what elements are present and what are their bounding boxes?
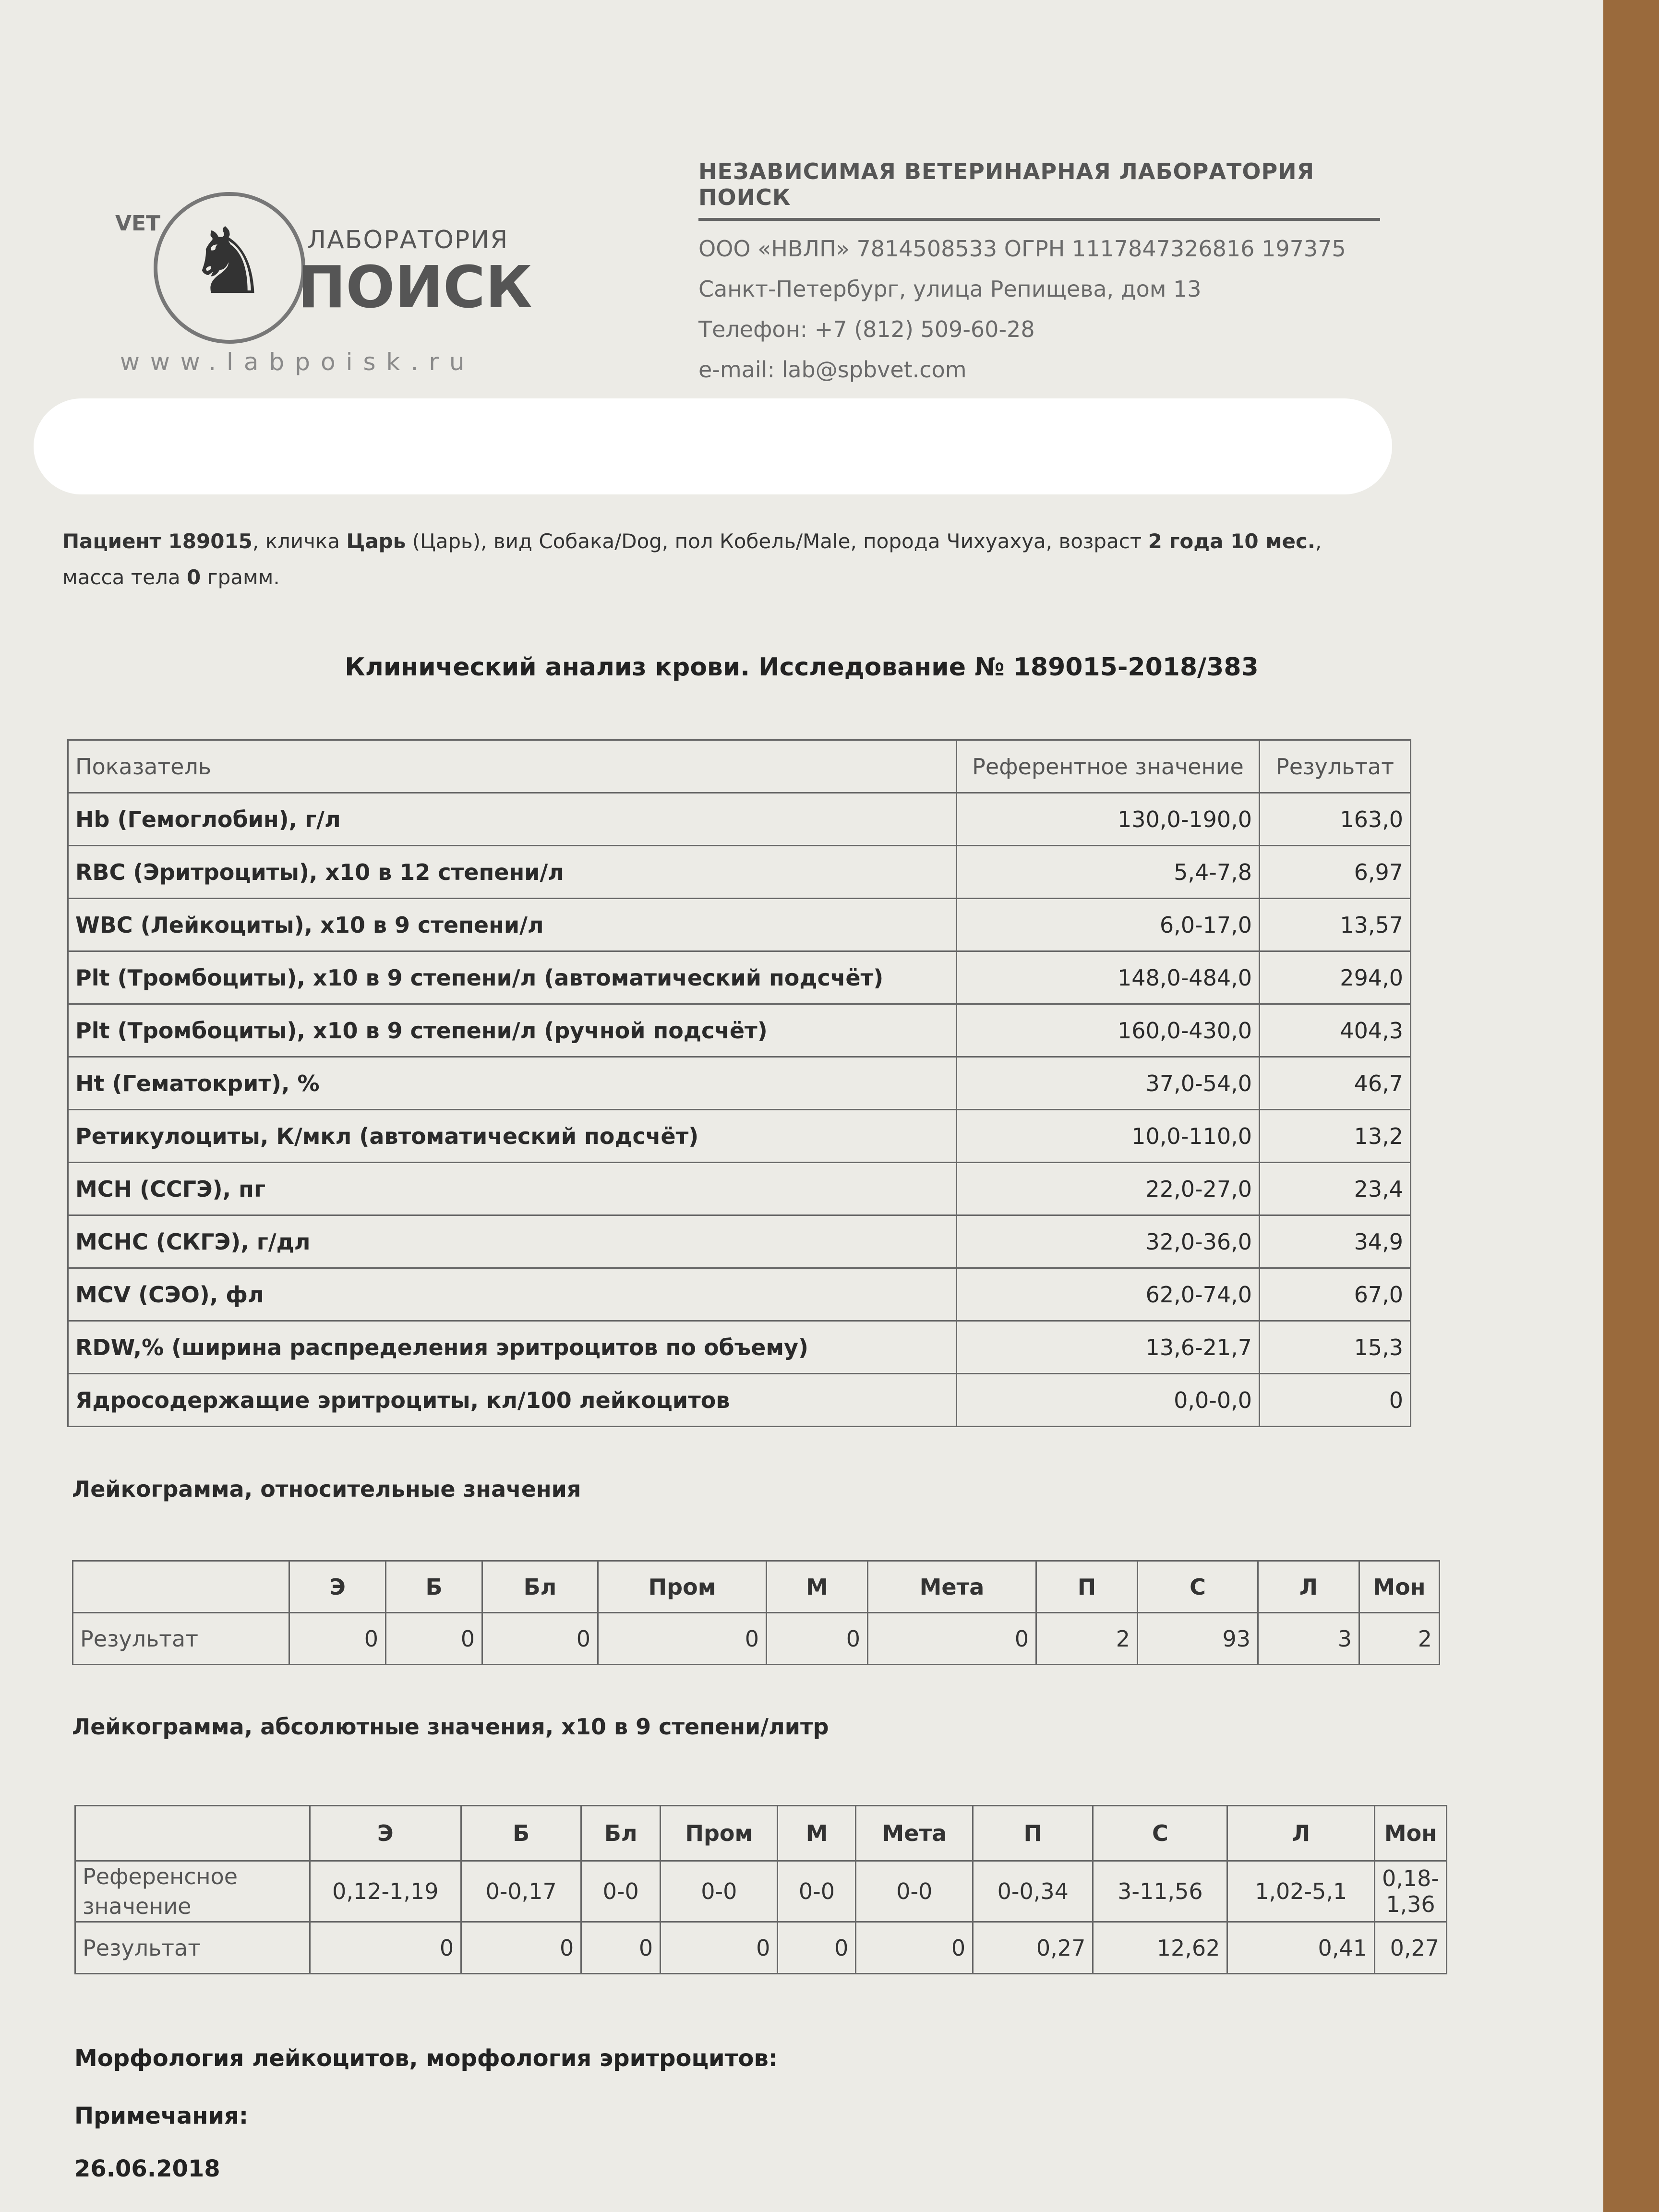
cell-value: 0 bbox=[482, 1613, 598, 1665]
table-row bbox=[68, 1057, 1411, 1110]
cell-value: 0 bbox=[310, 1922, 461, 1974]
row-name: RBC (Эритроциты), х10 в 12 степени/л bbox=[68, 846, 957, 899]
col-header: С bbox=[1093, 1806, 1227, 1861]
logo-laboratory-text: ЛАБОРАТОРИЯ bbox=[307, 226, 509, 254]
cell-value: 0-0,17 bbox=[461, 1861, 581, 1922]
cell-value: 0,27 bbox=[973, 1922, 1093, 1974]
patient-id: Пациент 189015 bbox=[62, 529, 252, 553]
row-ref: 37,0-54,0 bbox=[957, 1057, 1260, 1110]
cell-value: 0,27 bbox=[1374, 1922, 1446, 1974]
col-header: Э bbox=[289, 1561, 386, 1613]
row-res: 163,0 bbox=[1260, 793, 1411, 846]
col-header bbox=[75, 1806, 310, 1861]
col-header: М bbox=[778, 1806, 856, 1861]
cell-value: 0-0 bbox=[856, 1861, 973, 1922]
col-header: Л bbox=[1258, 1561, 1359, 1613]
notes-label: Примечания: bbox=[74, 2103, 249, 2129]
patient-nick: Царь bbox=[346, 529, 406, 553]
row-res: 13,57 bbox=[1260, 899, 1411, 951]
col-header: Бл bbox=[482, 1561, 598, 1613]
row-label: Результат bbox=[73, 1613, 289, 1665]
cell-value: 0,12-1,19 bbox=[310, 1861, 461, 1922]
cell-value: 0 bbox=[598, 1613, 767, 1665]
cell-value: 0 bbox=[778, 1922, 856, 1974]
cell-value: 2 bbox=[1359, 1613, 1440, 1665]
cell-value: 0-0 bbox=[581, 1861, 661, 1922]
row-name: MCHC (СКГЭ), г/дл bbox=[68, 1215, 957, 1268]
row-name: Ht (Гематокрит), % bbox=[68, 1057, 957, 1110]
table-row bbox=[68, 1004, 1411, 1057]
leukogram-relative-title: Лейкограмма, относительные значения bbox=[72, 1476, 581, 1502]
lab-logo bbox=[115, 182, 533, 384]
cell-value: 12,62 bbox=[1093, 1922, 1227, 1974]
cell-value: 2 bbox=[1036, 1613, 1138, 1665]
cell-value: 0 bbox=[868, 1613, 1036, 1665]
lab-address: Санкт-Петербург, улица Репищева, дом 13 bbox=[698, 276, 1202, 302]
row-ref: 32,0-36,0 bbox=[957, 1215, 1260, 1268]
table-row bbox=[68, 899, 1411, 951]
patient-age: 2 года 10 мес. bbox=[1148, 529, 1315, 553]
lab-header bbox=[698, 158, 1380, 390]
blood-test-table bbox=[67, 739, 1411, 1427]
table-row bbox=[68, 1321, 1411, 1374]
cell-value: 0-0 bbox=[778, 1861, 856, 1922]
table-row bbox=[68, 1163, 1411, 1215]
lab-email: e-mail: lab@spbvet.com bbox=[698, 357, 967, 383]
col-header: С bbox=[1138, 1561, 1258, 1613]
row-res: 0 bbox=[1260, 1374, 1411, 1427]
leukogram-absolute-table bbox=[74, 1805, 1447, 1974]
table-row bbox=[68, 793, 1411, 846]
col-header: Б bbox=[386, 1561, 482, 1613]
patient-mass-prefix: , масса тела bbox=[62, 529, 1322, 589]
table-row bbox=[68, 1215, 1411, 1268]
logo-website: www.labpoisk.ru bbox=[120, 348, 475, 376]
patient-info bbox=[62, 523, 1368, 595]
lab-phone: Телефон: +7 (812) 509-60-28 bbox=[698, 316, 1035, 342]
col-header: Мета bbox=[856, 1806, 973, 1861]
patient-mass-suffix: грамм. bbox=[201, 565, 280, 589]
row-res: 294,0 bbox=[1260, 951, 1411, 1004]
row-ref: 130,0-190,0 bbox=[957, 793, 1260, 846]
row-res: 13,2 bbox=[1260, 1110, 1411, 1163]
row-label: Результат bbox=[75, 1922, 310, 1974]
table-row bbox=[75, 1922, 1447, 1974]
table-header-row bbox=[68, 740, 1411, 793]
table-header-row bbox=[75, 1806, 1447, 1861]
table-row bbox=[68, 1268, 1411, 1321]
col-header: Э bbox=[310, 1806, 461, 1861]
row-res: 67,0 bbox=[1260, 1268, 1411, 1321]
leukogram-absolute-title: Лейкограмма, абсолютные значения, х10 в 9 степени/литр bbox=[72, 1714, 829, 1740]
dog-icon: ♞ bbox=[187, 208, 269, 314]
report-title: Клинический анализ крови. Исследование № 189015-2018/383 bbox=[345, 653, 1259, 682]
redaction-mark bbox=[34, 398, 1392, 494]
row-res: 404,3 bbox=[1260, 1004, 1411, 1057]
logo-vet-text: VET bbox=[115, 211, 161, 236]
cell-value: 1,02-5,1 bbox=[1227, 1861, 1375, 1922]
col-header: П bbox=[1036, 1561, 1138, 1613]
row-ref: 22,0-27,0 bbox=[957, 1163, 1260, 1215]
patient-details: (Царь), вид Собака/Dog, пол Кобель/Male, порода Чихуахуа, возраст bbox=[406, 529, 1148, 553]
col-header: Л bbox=[1227, 1806, 1375, 1861]
row-res: 34,9 bbox=[1260, 1215, 1411, 1268]
row-label: Референсное значение bbox=[75, 1861, 310, 1922]
row-ref: 10,0-110,0 bbox=[957, 1110, 1260, 1163]
row-name: Ретикулоциты, К/мкл (автоматический подсчёт) bbox=[68, 1110, 957, 1163]
cell-value: 0 bbox=[581, 1922, 661, 1974]
header-indicator: Показатель bbox=[68, 740, 957, 793]
col-header: Мон bbox=[1374, 1806, 1446, 1861]
table-row bbox=[73, 1613, 1440, 1665]
cell-value: 3-11,56 bbox=[1093, 1861, 1227, 1922]
col-header: Пром bbox=[661, 1806, 778, 1861]
table-row bbox=[68, 951, 1411, 1004]
col-header: Мета bbox=[868, 1561, 1036, 1613]
table-header-row bbox=[73, 1561, 1440, 1613]
morphology-label: Морфология лейкоцитов, морфология эритроцитов: bbox=[74, 2045, 778, 2072]
cell-value: 93 bbox=[1138, 1613, 1258, 1665]
cell-value: 0-0 bbox=[661, 1861, 778, 1922]
header-result: Результат bbox=[1260, 740, 1411, 793]
cell-value: 0-0,34 bbox=[973, 1861, 1093, 1922]
cell-value: 0,18-1,36 bbox=[1374, 1861, 1446, 1922]
col-header: Мон bbox=[1359, 1561, 1440, 1613]
row-ref: 160,0-430,0 bbox=[957, 1004, 1260, 1057]
cell-value: 3 bbox=[1258, 1613, 1359, 1665]
report-date: 26.06.2018 bbox=[74, 2155, 220, 2182]
row-ref: 13,6-21,7 bbox=[957, 1321, 1260, 1374]
row-name: Plt (Тромбоциты), х10 в 9 степени/л (автоматический подсчёт) bbox=[68, 951, 957, 1004]
col-header: Пром bbox=[598, 1561, 767, 1613]
cell-value: 0 bbox=[386, 1613, 482, 1665]
row-name: Hb (Гемоглобин), г/л bbox=[68, 793, 957, 846]
row-name: Plt (Тромбоциты), х10 в 9 степени/л (ручной подсчёт) bbox=[68, 1004, 957, 1057]
col-header bbox=[73, 1561, 289, 1613]
cell-value: 0 bbox=[661, 1922, 778, 1974]
logo-poisk-text: ПОИСК bbox=[298, 254, 533, 321]
lab-name: НЕЗАВИСИМАЯ ВЕТЕРИНАРНАЯ ЛАБОРАТОРИЯ ПОИСК bbox=[698, 158, 1380, 221]
row-ref: 5,4-7,8 bbox=[957, 846, 1260, 899]
patient-nick-prefix: , кличка bbox=[252, 529, 347, 553]
row-res: 6,97 bbox=[1260, 846, 1411, 899]
row-name: Ядросодержащие эритроциты, кл/100 лейкоцитов bbox=[68, 1374, 957, 1427]
col-header: Б bbox=[461, 1806, 581, 1861]
row-name: MCV (СЭО), фл bbox=[68, 1268, 957, 1321]
cell-value: 0 bbox=[767, 1613, 868, 1665]
row-res: 23,4 bbox=[1260, 1163, 1411, 1215]
table-row bbox=[68, 846, 1411, 899]
table-row bbox=[68, 1374, 1411, 1427]
patient-mass: 0 bbox=[186, 565, 201, 589]
row-ref: 62,0-74,0 bbox=[957, 1268, 1260, 1321]
col-header: Бл bbox=[581, 1806, 661, 1861]
table-row bbox=[68, 1110, 1411, 1163]
cell-value: 0 bbox=[856, 1922, 973, 1974]
cell-value: 0 bbox=[289, 1613, 386, 1665]
cell-value: 0,41 bbox=[1227, 1922, 1375, 1974]
lab-requisites: ООО «НВЛП» 7814508533 ОГРН 1117847326816 197375 bbox=[698, 236, 1346, 262]
row-name: MCH (ССГЭ), пг bbox=[68, 1163, 957, 1215]
table-row bbox=[75, 1861, 1447, 1922]
row-ref: 148,0-484,0 bbox=[957, 951, 1260, 1004]
header-reference: Референтное значение bbox=[957, 740, 1260, 793]
row-ref: 6,0-17,0 bbox=[957, 899, 1260, 951]
row-res: 15,3 bbox=[1260, 1321, 1411, 1374]
row-ref: 0,0-0,0 bbox=[957, 1374, 1260, 1427]
row-name: RDW,% (ширина распределения эритроцитов по объему) bbox=[68, 1321, 957, 1374]
row-name: WBC (Лейкоциты), х10 в 9 степени/л bbox=[68, 899, 957, 951]
col-header: М bbox=[767, 1561, 868, 1613]
row-res: 46,7 bbox=[1260, 1057, 1411, 1110]
cell-value: 0 bbox=[461, 1922, 581, 1974]
col-header: П bbox=[973, 1806, 1093, 1861]
leukogram-relative-table bbox=[72, 1560, 1440, 1665]
